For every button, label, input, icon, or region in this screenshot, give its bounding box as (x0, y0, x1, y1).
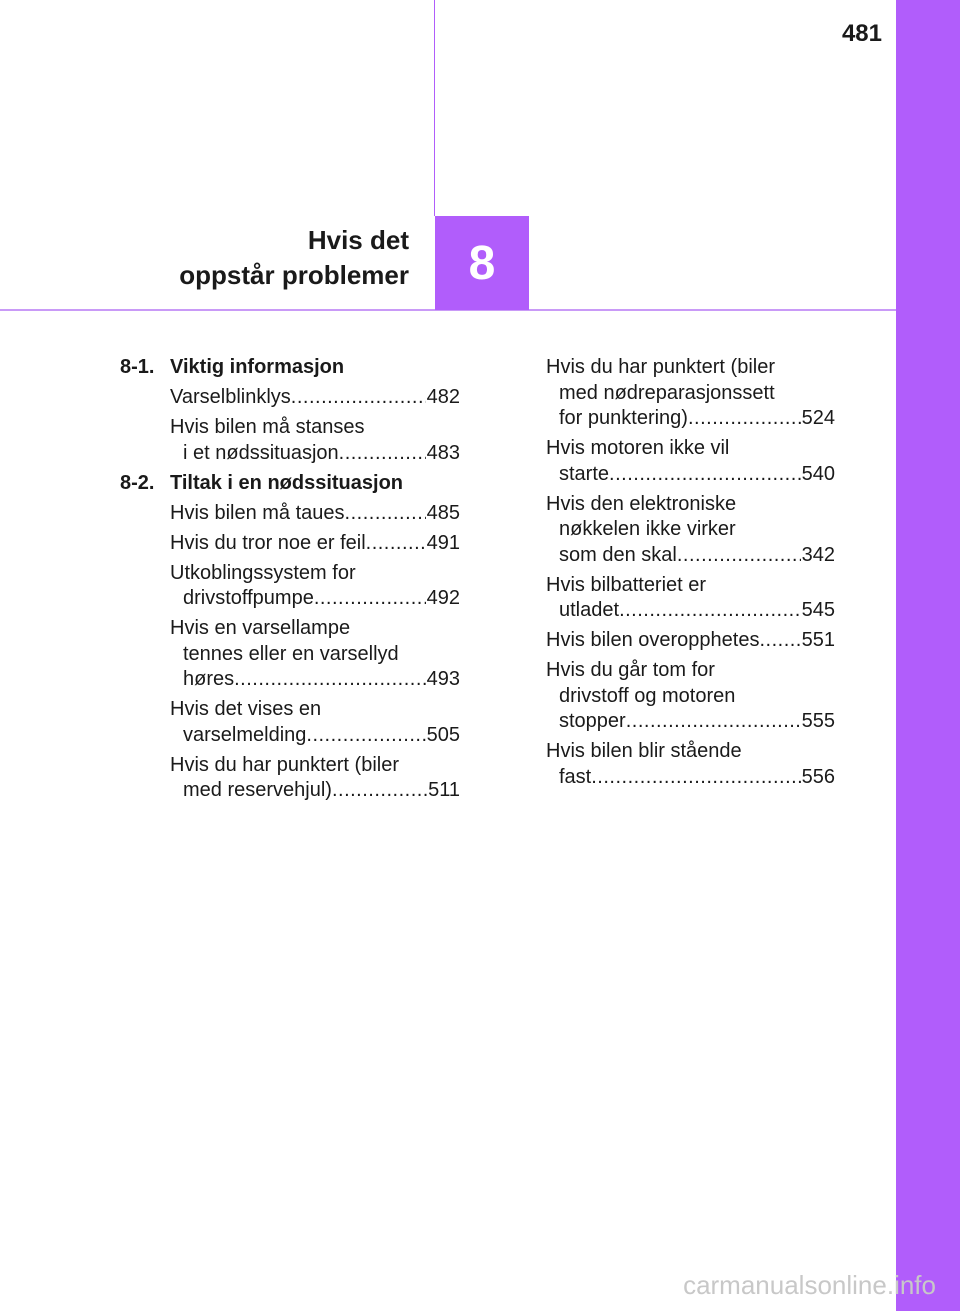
toc-left-column (120, 355, 460, 808)
page-number: 481 (841, 20, 882, 47)
toc-page-number: 342 (801, 543, 835, 566)
dot-leader (759, 628, 800, 654)
toc-entry[interactable] (170, 697, 460, 748)
toc-page-number: 482 (426, 386, 460, 408)
watermark: carmanualsonline.info (683, 1270, 936, 1300)
toc-entry-text: Hvis motoren ikke vil (546, 437, 730, 459)
toc-entry-text: Hvis du har punktert (biler (170, 753, 399, 776)
toc-entry-text: Hvis bilbatteriet er (546, 573, 707, 596)
toc-entry-text: Varselblinklys (170, 386, 291, 408)
toc-page-number: 483 (426, 441, 460, 464)
chapter-number-badge: 8 (435, 216, 529, 310)
toc-entry-text: Hvis det vises en (170, 698, 322, 720)
toc-entry-leader-line (546, 765, 835, 791)
toc-page-number: 556 (801, 765, 835, 788)
toc-entry-text: stopper (559, 710, 626, 732)
toc-entry-text: Hvis bilen må stanses (170, 416, 365, 438)
toc-entry[interactable] (170, 385, 460, 411)
dot-leader (339, 441, 426, 467)
dot-leader (626, 709, 801, 735)
toc-entry-leader-line (170, 667, 460, 693)
dot-leader (345, 501, 426, 527)
toc-entry-text: utladet (559, 599, 620, 621)
dot-leader (234, 667, 426, 693)
toc-entry[interactable] (170, 616, 460, 693)
toc-page-number: 545 (801, 599, 835, 621)
toc-entry-text: varselmelding (183, 723, 307, 746)
toc-entry[interactable] (546, 658, 835, 735)
toc-page-number: 492 (426, 587, 460, 609)
toc-entry-text: starte (559, 462, 610, 485)
toc-page-number: 551 (801, 629, 835, 651)
toc-entry-text: nøkkelen ikke virker (559, 518, 736, 540)
toc-entry-text: drivstoffpumpe (183, 587, 314, 609)
toc-entry-leader-line (170, 385, 460, 411)
toc-entry-text: med reservehjul) (183, 779, 332, 801)
toc-section-title: Viktig informasjon (170, 356, 345, 378)
toc-entry[interactable] (546, 573, 835, 624)
dot-leader (291, 385, 426, 411)
toc-page-number: 491 (426, 531, 460, 554)
toc-entry[interactable] (170, 561, 460, 612)
toc-entry[interactable] (546, 739, 835, 790)
toc-entry-text: Hvis bilen overopphetes (546, 629, 760, 651)
toc-page-number: 511 (428, 779, 460, 801)
toc-entry-text: med nødreparasjonssett (559, 381, 775, 404)
toc-section-number: 8-2. (120, 471, 155, 494)
chapter-side-tab (896, 0, 960, 1311)
toc-entry-text: tennes eller en varsellyd (183, 642, 399, 665)
toc-entry-leader-line (546, 709, 835, 735)
toc-page-number: 485 (426, 501, 460, 524)
toc-entry-leader-line (546, 598, 835, 624)
dot-leader (619, 598, 801, 624)
toc-entry-leader-line (546, 628, 835, 654)
toc-entry-leader-line (546, 462, 835, 488)
toc-entry-text: Hvis bilen må taues (170, 501, 345, 524)
toc-entry-leader-line (546, 543, 835, 569)
toc-entry-text: for punktering) (559, 407, 688, 429)
toc-entry-text: høres (183, 668, 235, 690)
toc-entry-text: Hvis bilen blir stående (546, 740, 742, 762)
toc-section-number: 8-1. (120, 356, 155, 378)
toc-entry-text: Hvis den elektroniske (546, 492, 737, 515)
toc-entry[interactable] (546, 628, 835, 654)
toc-section-title: Tiltak i en nødssituasjon (170, 471, 404, 494)
toc-entry-leader-line (170, 723, 460, 749)
toc-page-number: 540 (801, 462, 835, 485)
chapter-title (179, 223, 409, 293)
dot-leader (332, 778, 427, 804)
dot-leader (306, 723, 425, 749)
toc-entry-text: Hvis du tror noe er feil (170, 531, 366, 554)
dot-leader (314, 586, 426, 612)
dot-leader (366, 531, 426, 557)
dot-leader (677, 543, 801, 569)
toc-page-number: 524 (801, 407, 835, 429)
toc-entry-text: fast (559, 765, 592, 788)
toc-entry-leader-line (170, 778, 460, 804)
chapter-title-line-2: oppstår problemer (179, 260, 409, 290)
toc-entry-leader-line (170, 441, 460, 467)
dot-leader (609, 462, 801, 488)
toc-entry-text: drivstoff og motoren (559, 684, 736, 707)
chapter-title-line-1: Hvis det (307, 225, 409, 255)
toc-entry-text: som den skal (559, 543, 677, 566)
toc-entry[interactable] (546, 355, 835, 432)
toc-page-number: 555 (801, 710, 835, 732)
toc-section-heading (120, 471, 460, 497)
dot-leader (688, 406, 801, 432)
dot-leader (591, 765, 800, 791)
toc-entry-leader-line (546, 406, 835, 432)
toc-entry[interactable] (170, 415, 460, 466)
toc-entry[interactable] (170, 501, 460, 527)
toc-entry-leader-line (170, 501, 460, 527)
toc-page-number: 505 (426, 723, 460, 746)
toc-entry-leader-line (170, 586, 460, 612)
toc-entry-text: Hvis du går tom for (546, 659, 715, 681)
divider-vertical (434, 0, 435, 216)
toc-entry[interactable] (546, 436, 835, 487)
toc-entry[interactable] (546, 492, 835, 569)
toc-entry[interactable] (170, 531, 460, 557)
toc-entry-text: Hvis en varsellampe (170, 617, 351, 639)
toc-entry-text: Hvis du har punktert (biler (546, 356, 775, 378)
toc-page-number: 493 (426, 668, 460, 690)
toc-entry-text: Utkoblingssystem for (170, 561, 356, 584)
toc-right-column (546, 355, 835, 795)
toc-section-heading (120, 355, 460, 381)
toc-entry-leader-line (170, 531, 460, 557)
toc-entry-text: i et nødssituasjon (183, 441, 339, 464)
toc-entry[interactable] (170, 753, 460, 804)
